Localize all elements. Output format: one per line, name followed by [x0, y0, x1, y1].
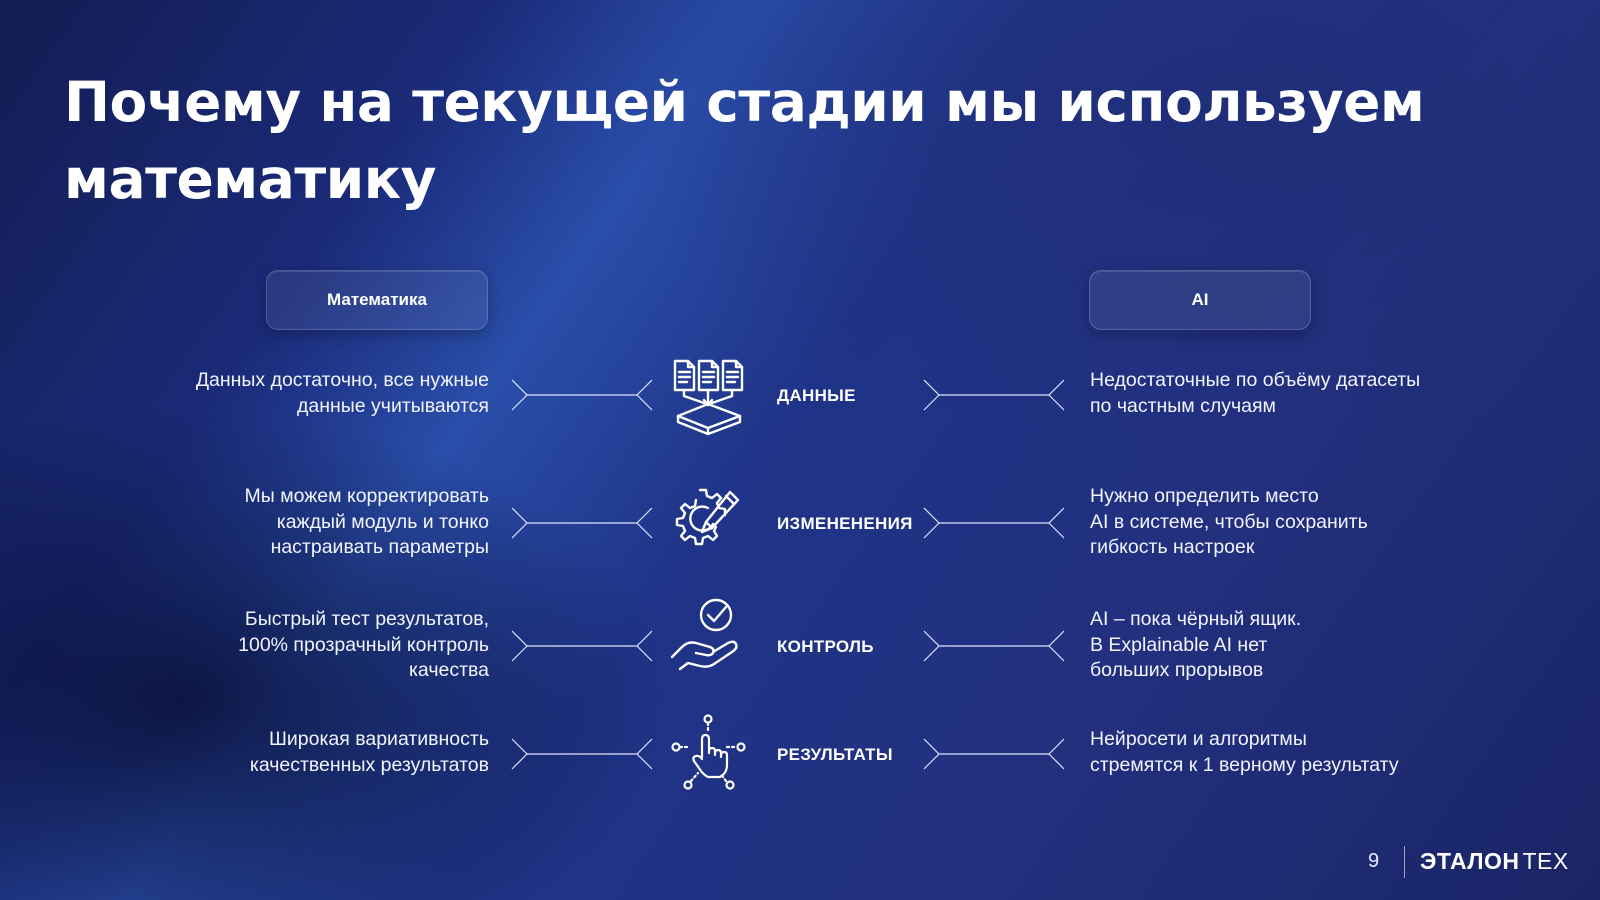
- text-line: Недостаточные по объёму датасеты: [1090, 369, 1421, 391]
- logo-light-part: ТЕХ: [1522, 848, 1569, 874]
- connector-right: [924, 629, 1064, 663]
- company-logo: [1420, 848, 1569, 875]
- header-ai: [1089, 270, 1311, 330]
- text-line: гибкость настроек: [1090, 536, 1255, 558]
- text-line: настраивать параметры: [270, 536, 489, 558]
- connector-right: [924, 737, 1064, 771]
- row-control-right-text: [1090, 607, 1301, 684]
- hand-nodes-icon: [668, 713, 748, 793]
- footer-divider: [1404, 846, 1405, 878]
- text-line: AI в системе, чтобы сохранить: [1090, 510, 1368, 533]
- row-changes-left-text: [245, 484, 489, 561]
- text-line: стремятся к 1 верному результату: [1090, 753, 1399, 776]
- connector-left: [512, 378, 652, 412]
- slide-title: Почему на текущей стадии мы используем математику: [64, 70, 1425, 211]
- row-results-left-text: [250, 727, 489, 778]
- text-line: каждый модуль и тонко: [276, 510, 489, 533]
- header-ai-label: AI: [1191, 290, 1209, 309]
- page-number: 9: [1368, 850, 1380, 872]
- connector-right: [924, 506, 1064, 540]
- connector-right: [924, 378, 1064, 412]
- text-line: В Explainable AI нет: [1090, 633, 1268, 656]
- logo-bold-part: ЭТАЛОН: [1420, 848, 1520, 874]
- row-results-label: РЕЗУЛЬТАТЫ: [777, 745, 893, 764]
- connector-left: [512, 737, 652, 771]
- hand-checkmark-icon: [668, 595, 748, 675]
- text-line: по частным случаям: [1090, 394, 1276, 417]
- row-results-right-text: [1090, 727, 1399, 778]
- connector-left: [512, 629, 652, 663]
- text-line: Нейросети и алгоритмы: [1090, 728, 1307, 750]
- text-line: 100% прозрачный контроль: [238, 633, 489, 656]
- row-data-label: ДАННЫЕ: [777, 386, 856, 405]
- text-line: Широкая вариативность: [268, 728, 489, 750]
- text-line: данные учитываются: [297, 394, 489, 417]
- text-line: Быстрый тест результатов,: [244, 608, 489, 630]
- row-changes-label: ИЗМЕНЕНЕНИЯ: [777, 514, 913, 533]
- text-line: больших прорывов: [1090, 659, 1264, 681]
- header-mathematics-label: Математика: [327, 290, 427, 309]
- text-line: Нужно определить место: [1090, 485, 1319, 507]
- text-line: AI – пока чёрный ящик.: [1090, 608, 1302, 630]
- row-control-label: КОНТРОЛЬ: [777, 637, 874, 656]
- header-mathematics: [266, 270, 488, 330]
- text-line: качественных результатов: [249, 753, 489, 776]
- row-changes-right-text: [1090, 484, 1368, 561]
- text-line: Мы можем корректировать: [244, 485, 489, 507]
- gear-pencil-icon: [668, 482, 748, 562]
- row-data-right-text: [1090, 368, 1420, 419]
- data-documents-icon: [668, 356, 748, 436]
- text-line: качества: [408, 659, 489, 681]
- connector-left: [512, 506, 652, 540]
- row-data-left-text: [196, 368, 489, 419]
- row-control-left-text: [238, 607, 489, 684]
- text-line: Данных достаточно, все нужные: [195, 369, 489, 391]
